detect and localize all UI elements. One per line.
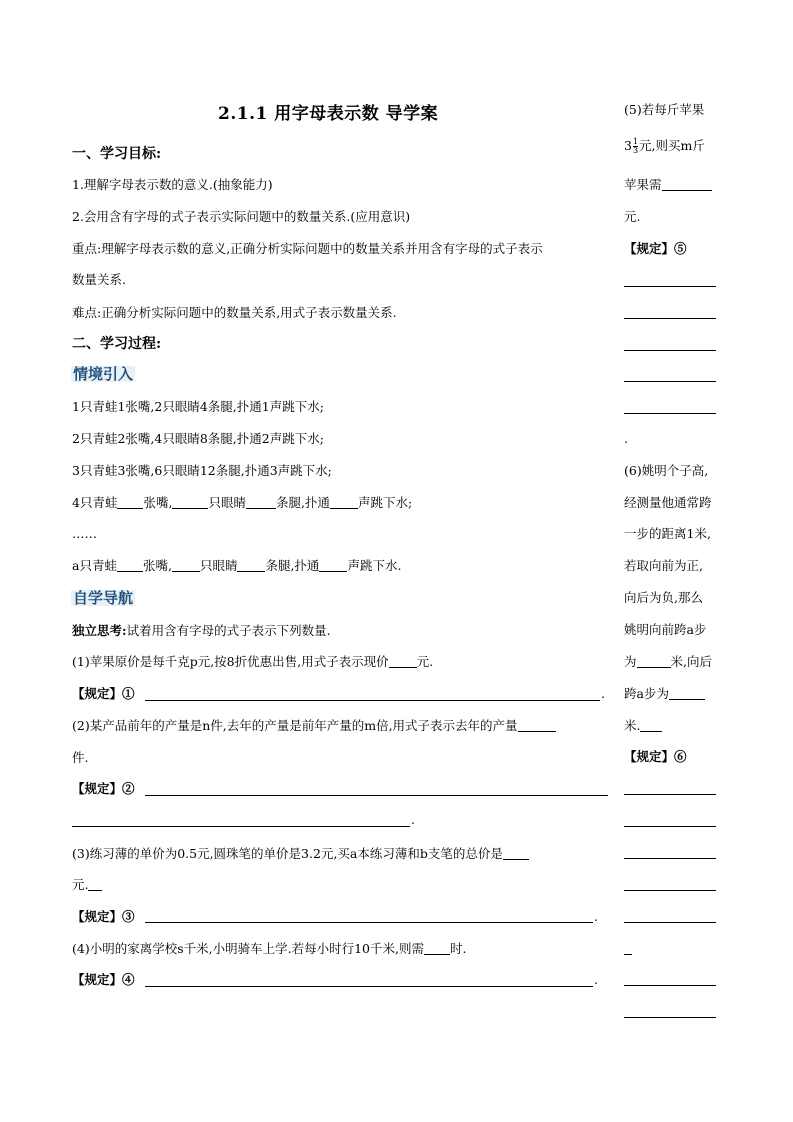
answer-blank-2[interactable]: [640, 718, 662, 732]
side-rule-6-line-5[interactable]: [624, 922, 716, 923]
frog-line-a: [72, 558, 401, 574]
answer-blank[interactable]: [424, 941, 450, 955]
rule-1-label: 【规定】①: [72, 686, 135, 701]
question-3: [72, 846, 529, 862]
question-2: [72, 718, 556, 734]
subheading-self-study: 自学导航: [73, 589, 134, 607]
side-q5-line3: [624, 177, 712, 193]
answer-blank[interactable]: [669, 686, 705, 700]
text: 4只青蛙: [72, 495, 118, 510]
answer-blank[interactable]: [503, 846, 529, 860]
text: 跨a步为: [624, 686, 669, 701]
side-q6-line1: (6)姚明个子高,: [624, 463, 709, 478]
side-rule-6-line-7[interactable]: [624, 985, 716, 986]
text: 张嘴,: [143, 495, 173, 510]
side-rule-6-line-8[interactable]: [624, 1017, 716, 1018]
independent-thinking: [72, 623, 331, 639]
rule-2-line-a[interactable]: [145, 795, 608, 796]
section-heading-process: 二、学习过程:: [72, 336, 162, 352]
text: 声跳下水.: [347, 558, 402, 573]
rule-4-period: .: [594, 972, 598, 987]
goal-1: 1.理解字母表示数的意义.(抽象能力): [72, 177, 273, 192]
rule-2-period: .: [411, 812, 415, 827]
text: (4)小明的家离学校s千米,小明骑车上学.若每小时行10千米,则需: [72, 941, 424, 956]
text: 只眼睛: [208, 495, 246, 510]
side-q5-line1: (5)若每斤苹果: [624, 102, 705, 117]
frog-line-3: 3只青蛙3张嘴,6只眼睛12条腿,扑通3声跳下水;: [72, 463, 332, 478]
side-rule-5-line-4[interactable]: [624, 381, 716, 382]
side-q6-line9: [624, 718, 662, 734]
text: 米.: [624, 718, 641, 733]
side-rule-6-label: 【规定】⑥: [624, 749, 687, 764]
side-q5-line4: 元.: [624, 209, 641, 224]
mixed-number-whole: 3: [624, 138, 632, 153]
question-1: [72, 654, 433, 670]
text: (3)练习薄的单价为0.5元,圆珠笔的单价是3.2元,买a本练习薄和b支笔的总价是: [72, 846, 503, 861]
question-2-unit: 件.: [72, 750, 89, 765]
side-q6-line7: [624, 654, 712, 670]
answer-blank[interactable]: [518, 718, 556, 732]
rule-4-label: 【规定】④: [72, 972, 135, 987]
rule-4-line[interactable]: [145, 986, 593, 987]
blank-1[interactable]: [117, 495, 143, 509]
blank-1[interactable]: [117, 558, 143, 572]
answer-blank[interactable]: [637, 654, 671, 668]
question-3-unit: [72, 877, 102, 893]
side-rule-6-line-3[interactable]: [624, 858, 716, 859]
answer-blank-2[interactable]: [88, 877, 102, 891]
text: (2)某产品前年的产量是n件,去年的产量是前年产量的m倍,用式子表示去年的产量: [72, 718, 518, 733]
frog-line-2: 2只青蛙2张嘴,4只眼睛8条腿,扑通2声跳下水;: [72, 431, 324, 446]
text: 元,则买m斤: [639, 138, 705, 153]
text: 张嘴,: [142, 558, 172, 573]
text: 试着用含有字母的式子表示下列数量.: [126, 623, 331, 638]
text: 米,向后: [670, 654, 712, 669]
blank-3[interactable]: [237, 558, 265, 572]
frog-line-1: 1只青蛙1张嘴,2只眼睛4条腿,扑通1声跳下水;: [72, 399, 324, 414]
key-point-line1: 重点:理解字母表示数的意义,正确分析实际问题中的数量关系并用含有字母的式子表示: [72, 241, 543, 256]
rule-2-label: 【规定】②: [72, 781, 135, 796]
blank-2[interactable]: [172, 558, 200, 572]
blank-3[interactable]: [246, 495, 276, 509]
rule-1-line[interactable]: [145, 700, 600, 701]
side-q6-line3: 一步的距离1米,: [624, 526, 711, 541]
side-rule-6-line-6[interactable]: [624, 954, 632, 955]
text: 时.: [449, 941, 467, 956]
text: 苹果需: [624, 177, 662, 192]
rule-3-line[interactable]: [145, 922, 593, 923]
side-rule-5-period: .: [624, 431, 628, 446]
section-heading-goals: 一、学习目标:: [72, 146, 162, 162]
side-rule-6-line-2[interactable]: [624, 826, 716, 827]
side-q5-line2: [624, 138, 705, 155]
difficult-point: 难点:正确分析实际问题中的数量关系,用式子表示数量关系.: [72, 305, 397, 320]
answer-blank[interactable]: [389, 654, 417, 668]
blank-2[interactable]: [172, 495, 208, 509]
text: (1)苹果原价是每千克p元,按8折优惠出售,用式子表示现价: [72, 654, 389, 669]
label: 独立思考:: [72, 623, 127, 638]
text: 为: [624, 654, 637, 669]
side-rule-6-line-4[interactable]: [624, 890, 716, 891]
text: 元.: [416, 654, 434, 669]
ellipsis: ……: [72, 526, 97, 541]
rule-3-label: 【规定】③: [72, 909, 135, 924]
text: 只眼睛: [199, 558, 238, 573]
text: 条腿,扑通: [275, 495, 330, 510]
blank-4[interactable]: [330, 495, 358, 509]
frog-line-4: [72, 495, 412, 511]
text: 条腿,扑通: [265, 558, 320, 573]
side-rule-6-line-1[interactable]: [624, 794, 716, 795]
side-rule-5-line-5[interactable]: [624, 413, 716, 414]
side-q6-line4: 若取向前为正,: [624, 558, 703, 573]
blank-4[interactable]: [319, 558, 347, 572]
text: a只青蛙: [72, 558, 117, 573]
answer-blank[interactable]: [662, 177, 712, 191]
rule-3-period: .: [594, 909, 598, 924]
rule-1-period: .: [601, 686, 605, 701]
side-q6-line6: 姚明向前跨a步: [624, 622, 707, 637]
question-4: [72, 941, 466, 957]
fraction: [633, 138, 638, 155]
denominator: 3: [632, 146, 639, 155]
side-rule-5-label: 【规定】⑤: [624, 241, 687, 256]
text: 声跳下水;: [357, 495, 413, 510]
side-rule-5-line-3[interactable]: [624, 350, 716, 351]
key-point-line2: 数量关系.: [72, 272, 126, 287]
goal-2: 2.会用含有字母的式子表示实际问题中的数量关系.(应用意识): [72, 209, 411, 224]
text: 元.: [72, 877, 89, 892]
subheading-intro: 情境引入: [73, 365, 134, 383]
rule-2-line-b[interactable]: [72, 826, 410, 827]
side-q6-line2: 经测量他通常跨: [624, 495, 712, 510]
side-rule-5-line-2[interactable]: [624, 318, 716, 319]
side-q6-line5: 向后为负,那么: [624, 590, 703, 605]
numerator: 1: [632, 137, 639, 146]
side-rule-5-line-1[interactable]: [624, 286, 716, 287]
side-q6-line8: [624, 686, 705, 702]
page-title: 2.1.1 用字母表示数 导学案: [218, 104, 439, 124]
